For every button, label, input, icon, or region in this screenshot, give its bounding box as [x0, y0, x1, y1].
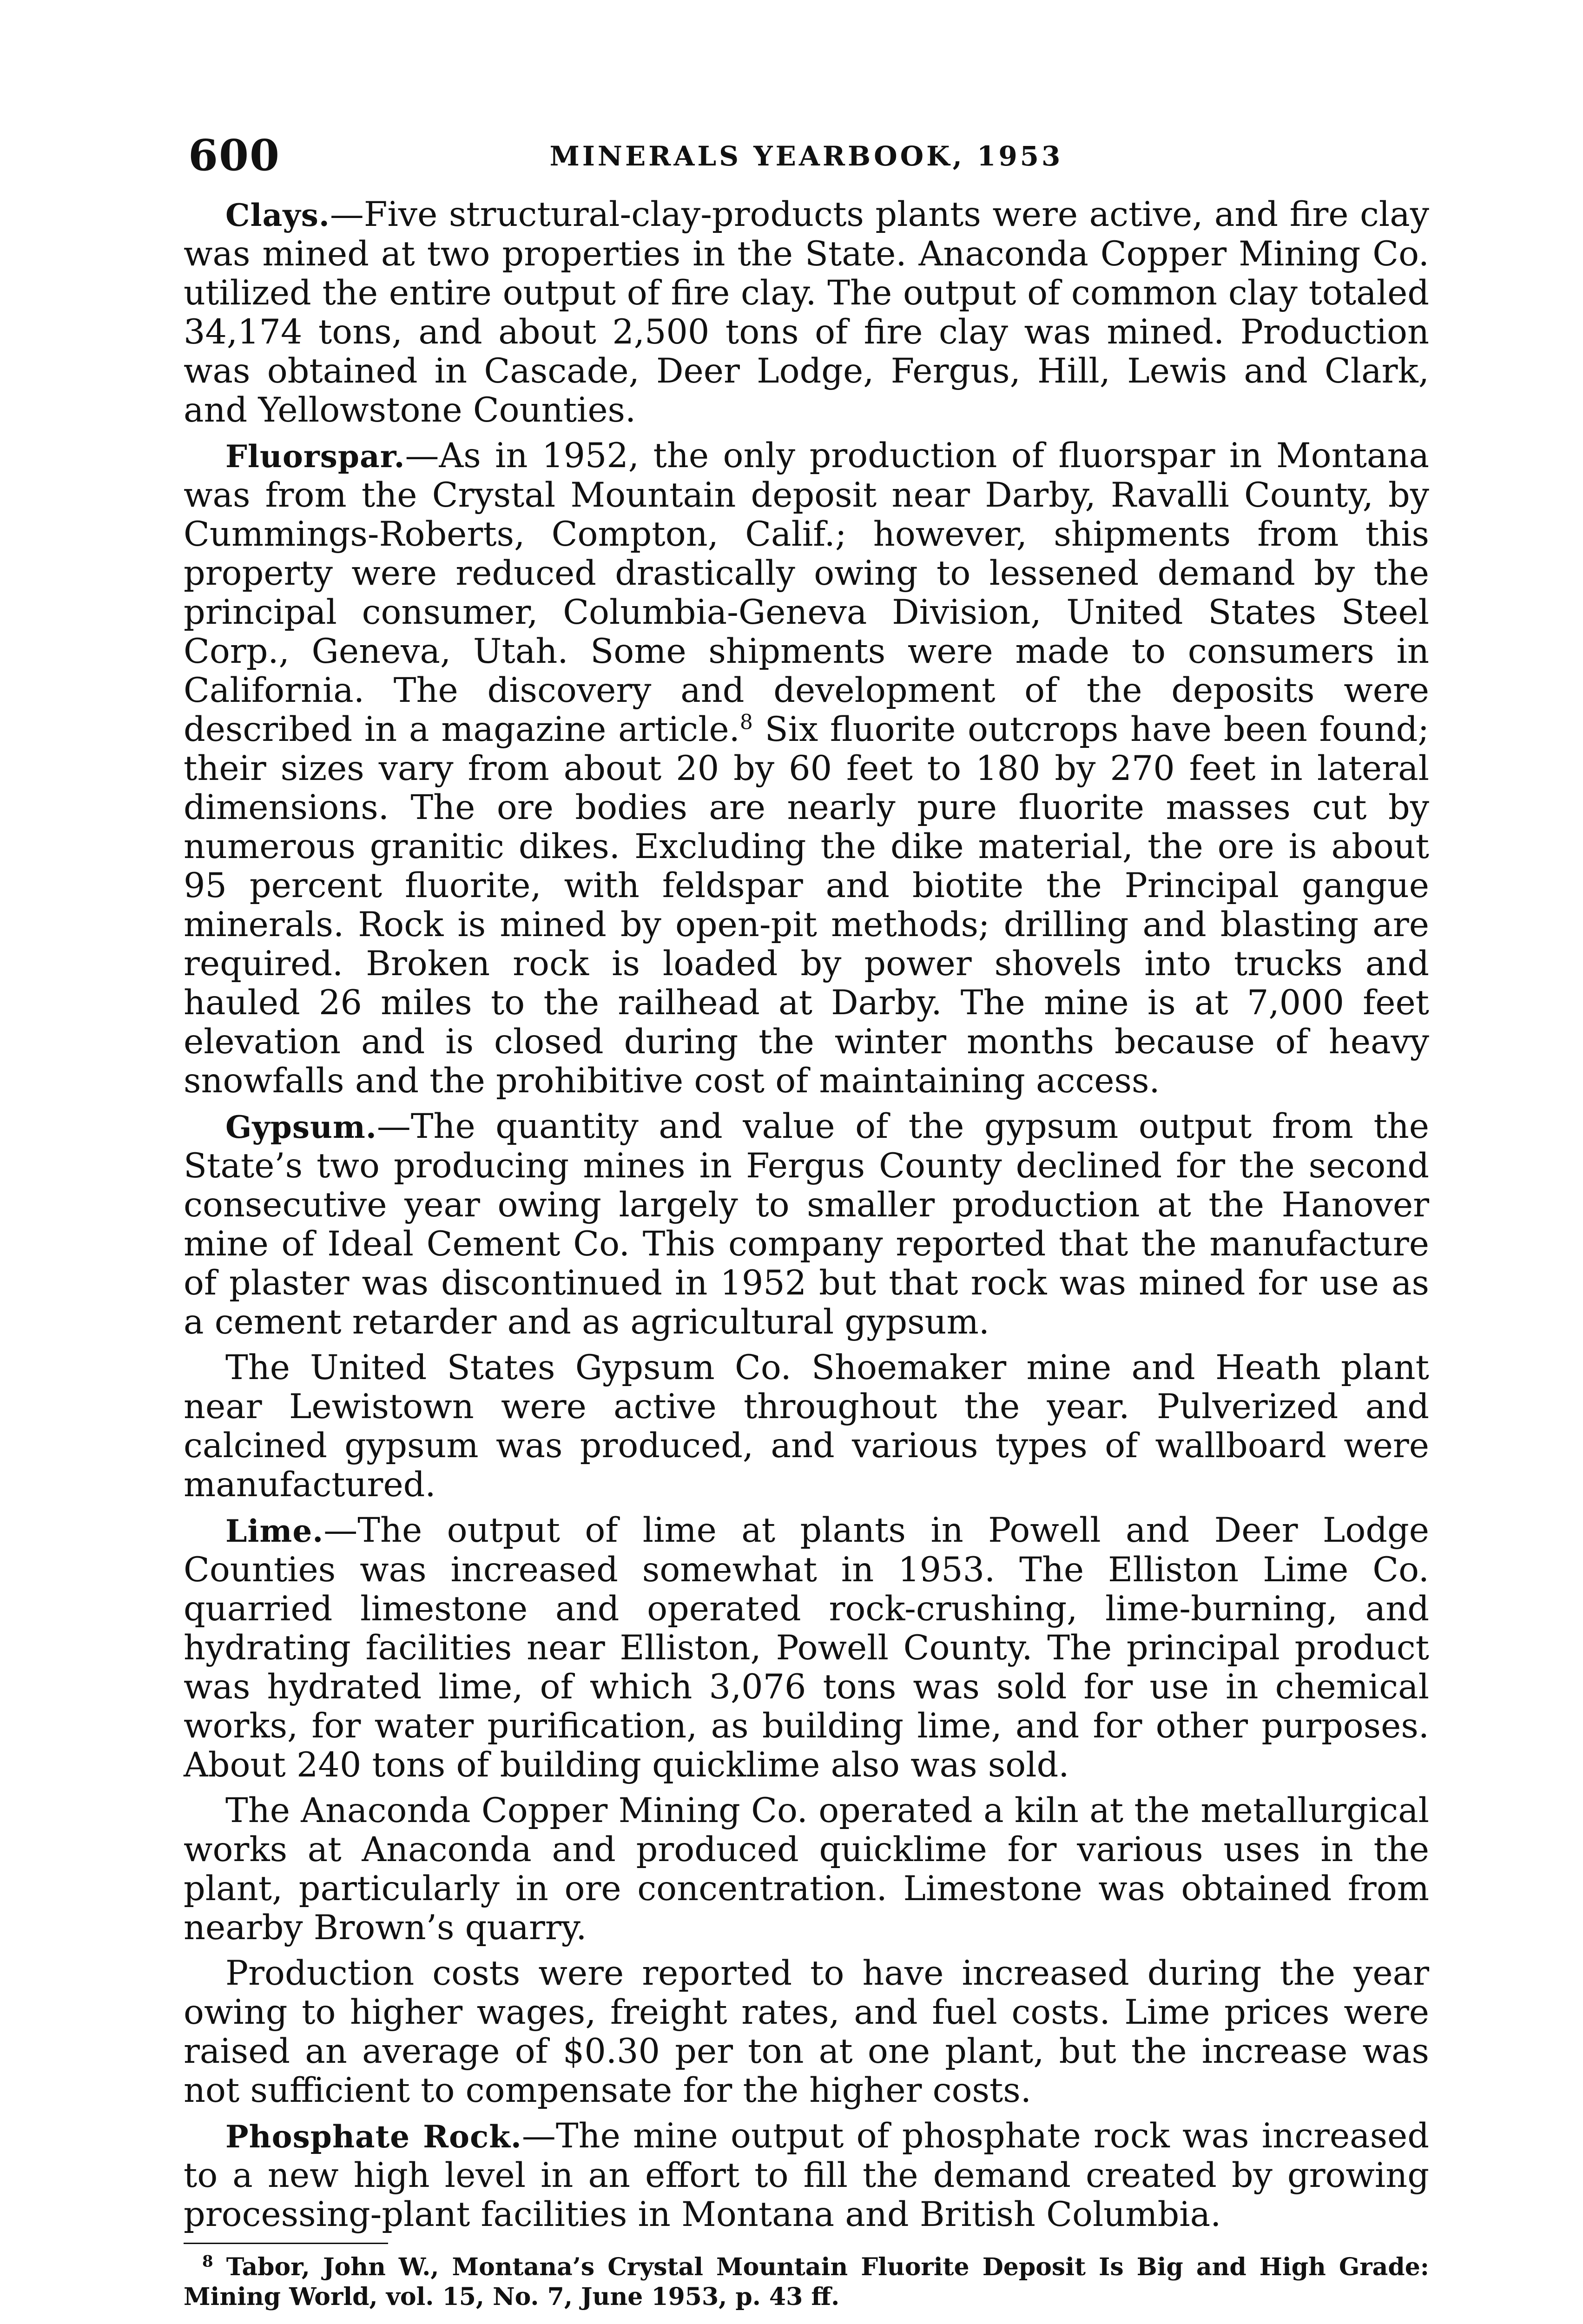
paragraph-lime-3: Production costs were reported to have increased during the year owing to higher wages, freight rates, and fuel costs. Lime prices were raised an average of $0.30 per ton at one plant, but the increase was not sufficient to compensate for the higher costs. [184, 1954, 1429, 2110]
paragraph-fluorspar [184, 436, 1429, 1101]
heading-phosphate: Phosphate Rock. [225, 2119, 522, 2155]
body-text [184, 195, 1429, 2234]
paragraph-lime-2: The Anaconda Copper Mining Co. operated a kiln at the metallurgical works at Anaconda and produced quicklime for various uses in the plant, particularly in ore concentration. Limestone was obtained from nearby Brown’s quarry. [184, 1791, 1429, 1948]
text-lime: —The output of lime at plants in Powell and Deer Lodge Counties was increased somewhat in 1953. The Elliston Lime Co. quarried limestone and operated rock-crushing, lime-burning, and hydrating facilities near Elliston, Powell County. The principal product was hydrated lime, of which 3,076 tons was sold for use in chemical works, for water purification, as building lime, and for other purposes. About 240 tons of building quicklime also was sold. [184, 1511, 1429, 1785]
paragraph-phosphate [184, 2117, 1429, 2234]
heading-gypsum: Gypsum. [225, 1109, 377, 1145]
footnote-marker: 8 [202, 2252, 213, 2271]
paragraph-lime [184, 1511, 1429, 1785]
running-head [184, 130, 1429, 195]
footnote [184, 2252, 1429, 2312]
heading-fluorspar: Fluorspar. [225, 438, 405, 475]
text-gypsum: —The quantity and value of the gypsum output from the State’s two producing mines in Fergus County declined for the second consecutive year owing largely to smaller production at the Hanover mine of Ideal Cement Co. This company reported that the manufacture of plaster was discontinued in 1952 but that rock was mined for use as a cement retarder and as agricultural gypsum. [184, 1107, 1429, 1342]
page-number: 600 [188, 130, 281, 180]
footnote-text: Tabor, John W., Montana’s Crystal Mountain Fluorite Deposit Is Big and High Grade: Mining World, vol. 15, No. 7, June 1953, p. 43 ff. [184, 2253, 1429, 2311]
text-fluorspar-2: Six fluorite outcrops have been found; their sizes vary from about 20 by 60 feet to 180 by 270 feet in lateral dimensions. The ore bodies are nearly pure fluorite masses cut by numerous granitic dikes. Excluding the dike material, the ore is about 95 percent fluorite, with feldspar and biotite the Principal gangue minerals. Rock is mined by open-pit methods; drilling and blasting are required. Broken rock is loaded by power shovels into trucks and hauled 26 miles to the railhead at Darby. The mine is at 7,000 feet elevation and is closed during the winter months because of heavy snowfalls and the prohibitive cost of maintaining access. [184, 710, 1429, 1101]
heading-lime: Lime. [225, 1513, 324, 1549]
footnote-ref: 8 [739, 710, 753, 734]
document-page [184, 130, 1429, 2312]
text-phosphate: —The mine output of phosphate rock was increased to a new high level in an effort to fill the demand created by growing processing-plant facilities in Montana and British Columbia. [184, 2116, 1429, 2234]
paragraph-gypsum-2: The United States Gypsum Co. Shoemaker mine and Heath plant near Lewistown were active throughout the year. Pulverized and calcined gypsum was produced, and various types of wallboard were manufactured. [184, 1348, 1429, 1505]
text-fluorspar-1: —As in 1952, the only production of fluorspar in Montana was from the Crystal Mountain deposit near Darby, Ravalli County, by Cummings-Roberts, Compton, Calif.; however, shipments from this property were reduced drastically owing to lessened demand by the principal consumer, Columbia-Geneva Division, United States Steel Corp., Geneva, Utah. Some shipments were made to consumers in California. The discovery and development of the deposits were described in a magazine article. [184, 436, 1429, 749]
paragraph-clays [184, 195, 1429, 430]
footnote-divider [184, 2243, 388, 2244]
text-clays: —Five structural-clay-products plants were active, and fire clay was mined at two properties in the State. Anaconda Copper Mining Co. utilized the entire output of fire clay. The output of common clay totaled 34,174 tons, and about 2,500 tons of fire clay was mined. Production was obtained in Cascade, Deer Lodge, Fergus, Hill, Lewis and Clark, and Yellowstone Counties. [184, 195, 1429, 430]
heading-clays: Clays. [225, 197, 330, 233]
running-title: MINERALS YEARBOOK, 1953 [549, 140, 1063, 172]
paragraph-gypsum [184, 1107, 1429, 1342]
